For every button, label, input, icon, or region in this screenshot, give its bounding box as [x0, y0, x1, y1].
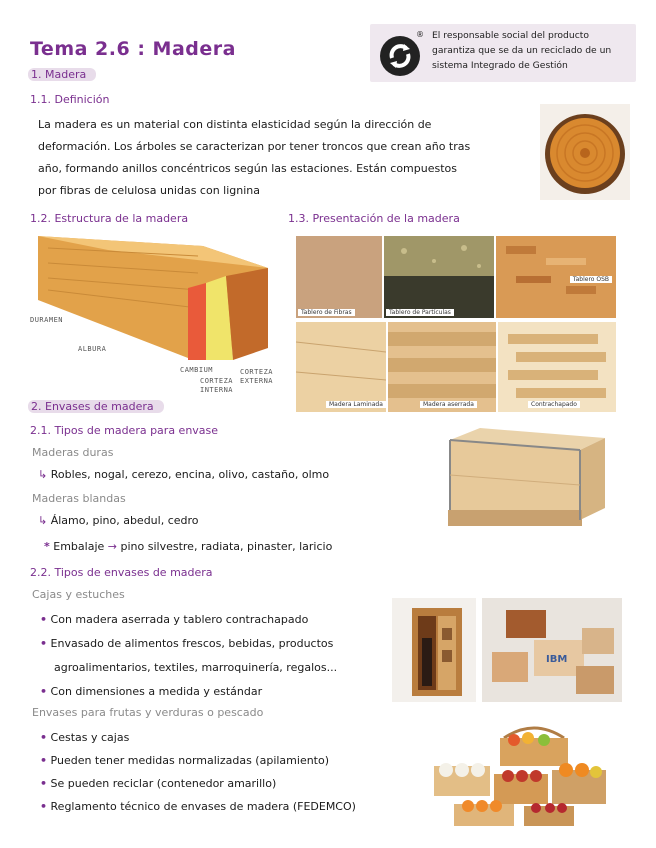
packaging-list: pino silvestre, radiata, pinaster, laricio: [120, 540, 333, 553]
definition-line: La madera es un material con distinta elasticidad según la dirección de: [38, 118, 432, 131]
hard-woods-row: [38, 468, 329, 481]
bullet-icon: •: [40, 731, 48, 744]
label-corteza-interna: INTERNA: [200, 386, 234, 394]
arrow-return-icon: ↳: [38, 468, 48, 481]
list-item-text: Pueden tener medidas normalizadas (apilamiento): [50, 754, 330, 767]
arrow-right-icon: →: [107, 540, 117, 553]
packaging-label: Embalaje: [53, 540, 105, 553]
bullet-icon: •: [40, 777, 48, 790]
caption-aserrada: Madera aserrada: [420, 401, 477, 408]
packaging-row: [44, 540, 332, 553]
list-item-text: Cestas y cajas: [50, 731, 130, 744]
boxes-label: Cajas y estuches: [32, 588, 125, 601]
list-item-text: Envasado de alimentos frescos, bebidas, productos: [50, 637, 334, 650]
wooden-boxes-image: [482, 598, 622, 702]
presentation-heading: 1.3. Presentación de la madera: [288, 212, 460, 225]
structure-heading: 1.2. Estructura de la madera: [30, 212, 189, 225]
bullet-icon: •: [40, 613, 48, 626]
list-item-text: Con dimensiones a medida y estándar: [50, 685, 263, 698]
registered-icon: ®: [416, 30, 424, 39]
wooden-crate-image: [440, 420, 610, 550]
list-item: [40, 749, 400, 772]
hard-woods-list: Robles, nogal, cerezo, encina, olivo, castaño, olmo: [50, 468, 330, 481]
fibras-board-image: [296, 236, 382, 318]
bullet-icon: *: [44, 540, 50, 553]
types-heading: 2.1. Tipos de madera para envase: [30, 424, 219, 437]
caption-osb: Tablero OSB: [570, 276, 612, 283]
label-albura: ALBURA: [78, 345, 107, 353]
definition-line: deformación. Los árboles se caracterizan por tener troncos que crean año tras: [38, 140, 471, 153]
bullet-icon: •: [40, 754, 48, 767]
container-types-heading: 2.2. Tipos de envases de madera: [30, 566, 213, 579]
fruit-list: [40, 726, 400, 818]
boxes-list: [40, 608, 385, 704]
list-item-text: Se pueden reciclar (contenedor amarillo): [50, 777, 277, 790]
label-cambium: CAMBIUM: [180, 366, 214, 374]
list-item-text: Reglamento técnico de envases de madera (FEDEMCO): [50, 800, 356, 813]
wine-box-image: [392, 598, 476, 702]
section-2-heading: 2. Envases de madera: [28, 400, 164, 413]
recycle-icon: [380, 36, 420, 76]
svg-text:IBM: IBM: [546, 654, 568, 665]
wood-presentation-collage: [296, 236, 616, 412]
caption-fibras: Tablero de Fibras: [298, 309, 355, 316]
soft-woods-row: [38, 514, 199, 527]
log-cross-section-image: [540, 104, 630, 200]
bullet-icon: •: [40, 685, 48, 698]
section-1-heading: 1. Madera: [28, 68, 96, 81]
soft-woods-label: Maderas blandas: [32, 492, 126, 505]
list-item-continuation: agroalimentarios, textiles, marroquinería, regalos...: [54, 661, 338, 674]
laminada-image: [296, 322, 386, 412]
label-corteza-interna: CORTEZA: [200, 377, 234, 385]
bullet-icon: •: [40, 637, 48, 650]
hard-woods-label: Maderas duras: [32, 446, 114, 459]
particulas-board-image: [384, 236, 494, 318]
label-corteza-externa: EXTERNA: [240, 377, 274, 385]
list-item: [40, 795, 400, 818]
list-item: [40, 608, 385, 632]
arrow-return-icon: ↳: [38, 514, 48, 527]
definition-heading: 1.1. Definición: [30, 93, 110, 106]
caption-laminada: Madera Laminada: [326, 401, 386, 408]
list-item: [40, 772, 400, 795]
label-duramen: DURAMEN: [30, 316, 64, 324]
osb-board-image: [496, 236, 616, 318]
list-item: [40, 726, 400, 749]
recycling-note: El responsable social del producto garantiza que se da un reciclado de un sistema Integrado de Gestión: [432, 30, 612, 71]
caption-particulas: Tablero de Partículas: [386, 309, 454, 316]
soft-woods-list: Álamo, pino, abedul, cedro: [50, 514, 199, 527]
fruit-label: Envases para frutas y verduras o pescado: [32, 706, 264, 719]
label-corteza-externa: CORTEZA: [240, 368, 274, 376]
list-item: [40, 680, 385, 704]
page-title: Tema 2.6 : Madera: [30, 38, 236, 60]
contrachapado-image: [498, 322, 616, 412]
definition-line: por fibras de celulosa unidas con lignina: [38, 184, 261, 197]
fruit-baskets-image: [424, 718, 614, 830]
bullet-icon: •: [40, 800, 48, 813]
aserrada-image: [388, 322, 496, 412]
definition-line: año, formando anillos concéntricos según las estaciones. Están compuestos: [38, 162, 457, 175]
wood-structure-diagram: [28, 228, 278, 398]
list-item-text: Con madera aserrada y tablero contrachapado: [50, 613, 309, 626]
definition-text: [38, 114, 528, 202]
list-item: [40, 632, 385, 656]
caption-contrachapado: Contrachapado: [528, 401, 580, 408]
